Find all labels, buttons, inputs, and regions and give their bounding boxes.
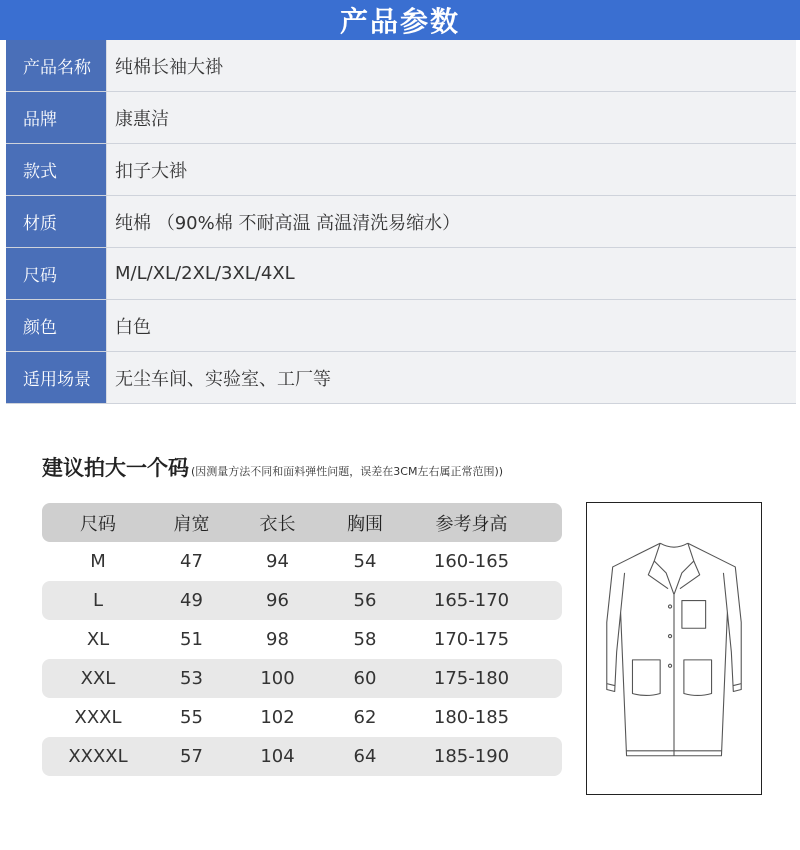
param-label: 品牌 (6, 92, 106, 143)
header-cell: 肩宽 (173, 513, 210, 535)
size-cell: 57 (180, 746, 203, 767)
lab-coat-icon (587, 503, 761, 794)
param-row (6, 92, 796, 144)
param-label: 适用场景 (6, 352, 106, 403)
size-cell: 104 (260, 746, 295, 767)
size-title: 建议拍大一个码 (42, 456, 189, 480)
param-row (6, 40, 796, 92)
size-cell: L (92, 590, 104, 611)
coat-illustration (586, 502, 762, 795)
param-label: 款式 (6, 144, 106, 195)
param-label: 产品名称 (6, 40, 106, 91)
size-cell: 170-175 (433, 629, 510, 650)
size-cell: 55 (180, 707, 203, 728)
param-row (6, 352, 796, 404)
param-row (6, 144, 796, 196)
size-cell: 47 (180, 551, 203, 572)
param-label: 材质 (6, 196, 106, 247)
size-cell: 56 (353, 590, 377, 611)
param-label: 颜色 (6, 300, 106, 351)
param-value: M/L/XL/2XL/3XL/4XL (106, 248, 796, 299)
size-cell: 58 (353, 629, 377, 650)
size-cell: 94 (266, 551, 289, 572)
param-label: 尺码 (6, 248, 106, 299)
size-cell: 54 (353, 551, 377, 572)
size-cell: 62 (353, 707, 377, 728)
param-value: 白色 (106, 300, 796, 351)
size-cell: 64 (353, 746, 377, 767)
size-row (42, 581, 562, 620)
size-cell: 60 (353, 668, 377, 689)
size-cell: 100 (260, 668, 295, 689)
size-cell: 96 (266, 590, 289, 611)
size-cell: 180-185 (433, 707, 510, 728)
size-cell: 165-170 (433, 590, 510, 611)
size-note: (因测量方法不同和面料弹性问题，误差在3CM左右属正常范围)) (191, 465, 504, 478)
size-cell: 160-165 (433, 551, 510, 572)
param-value: 康惠洁 (106, 92, 796, 143)
size-row (42, 698, 562, 737)
param-row (6, 248, 796, 300)
param-value: 无尘车间、实验室、工厂等 (106, 352, 796, 403)
param-row (6, 300, 796, 352)
param-value: 纯棉 （90%棉 不耐高温 高温清洗易缩水） (106, 196, 796, 247)
size-cell: 98 (266, 629, 289, 650)
size-table (42, 503, 562, 776)
size-cell: 185-190 (433, 746, 510, 767)
size-cell: XL (86, 629, 110, 650)
size-cell: XXL (80, 668, 116, 689)
size-cell: 102 (260, 707, 295, 728)
params-table (6, 40, 796, 404)
size-row (42, 542, 562, 581)
size-row (42, 737, 562, 776)
size-heading (42, 452, 503, 482)
size-cell: 49 (180, 590, 203, 611)
size-cell: XXXL (74, 707, 122, 728)
size-cell: M (90, 551, 106, 572)
param-value: 扣子大褂 (106, 144, 796, 195)
size-row (42, 620, 562, 659)
header-cell: 尺码 (80, 513, 116, 535)
size-cell: XXXXL (68, 746, 128, 767)
param-value: 纯棉长袖大褂 (106, 40, 796, 91)
size-table-header (42, 503, 562, 542)
params-banner (0, 0, 800, 40)
header-cell: 衣长 (259, 513, 296, 535)
size-cell: 51 (180, 629, 203, 650)
header-cell: 参考身高 (435, 513, 508, 535)
header-cell: 胸围 (347, 513, 383, 535)
size-row (42, 659, 562, 698)
size-cell: 53 (180, 668, 203, 689)
param-row (6, 196, 796, 248)
size-cell: 175-180 (433, 668, 510, 689)
banner-title: 产品参数 (339, 5, 460, 38)
